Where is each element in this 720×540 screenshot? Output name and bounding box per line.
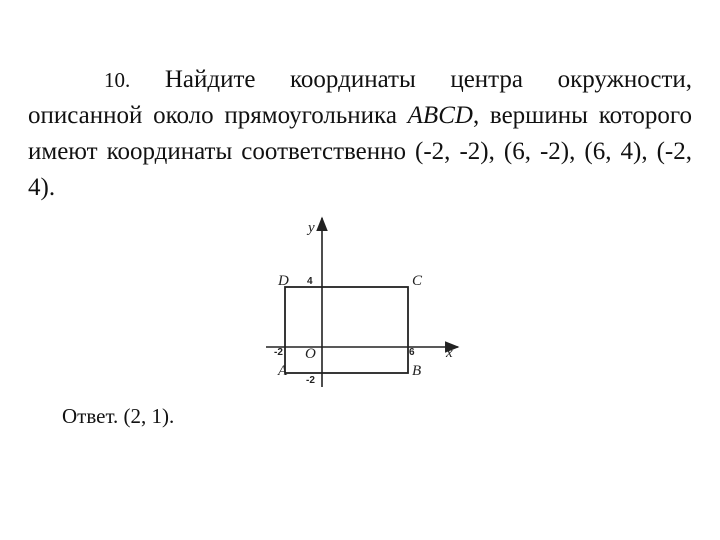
coordinate-figure bbox=[262, 212, 472, 392]
problem-statement bbox=[28, 62, 692, 206]
origin-label: O bbox=[305, 346, 316, 362]
axis-y-label: y bbox=[308, 220, 315, 236]
vertex-d-label: D bbox=[278, 273, 289, 289]
vertex-a-label: A bbox=[278, 363, 288, 379]
problem-text-part-2: , вершины которого имеют координаты соответственно (-2, -2), (6, -2), (6, 4), (-2, 4). bbox=[28, 102, 692, 201]
rectangle-abcd bbox=[285, 287, 408, 373]
tick-y-neg-2: -2 bbox=[306, 375, 315, 386]
coordinate-diagram bbox=[262, 212, 472, 392]
vertex-c-label: C bbox=[412, 273, 423, 289]
answer-text: Ответ. (2, 1). bbox=[62, 404, 175, 428]
tick-x-6: 6 bbox=[409, 347, 415, 358]
axis-x-label: x bbox=[446, 345, 453, 361]
vertex-b-label: B bbox=[412, 363, 422, 379]
rectangle-name: ABCD bbox=[407, 102, 473, 129]
tick-y-4: 4 bbox=[307, 276, 313, 287]
problem-text-part-1: Найдите координаты центра окружности, описанной около прямоугольника bbox=[28, 66, 692, 129]
tick-x-neg-2: -2 bbox=[274, 347, 283, 358]
problem-number: 10. bbox=[104, 68, 131, 92]
